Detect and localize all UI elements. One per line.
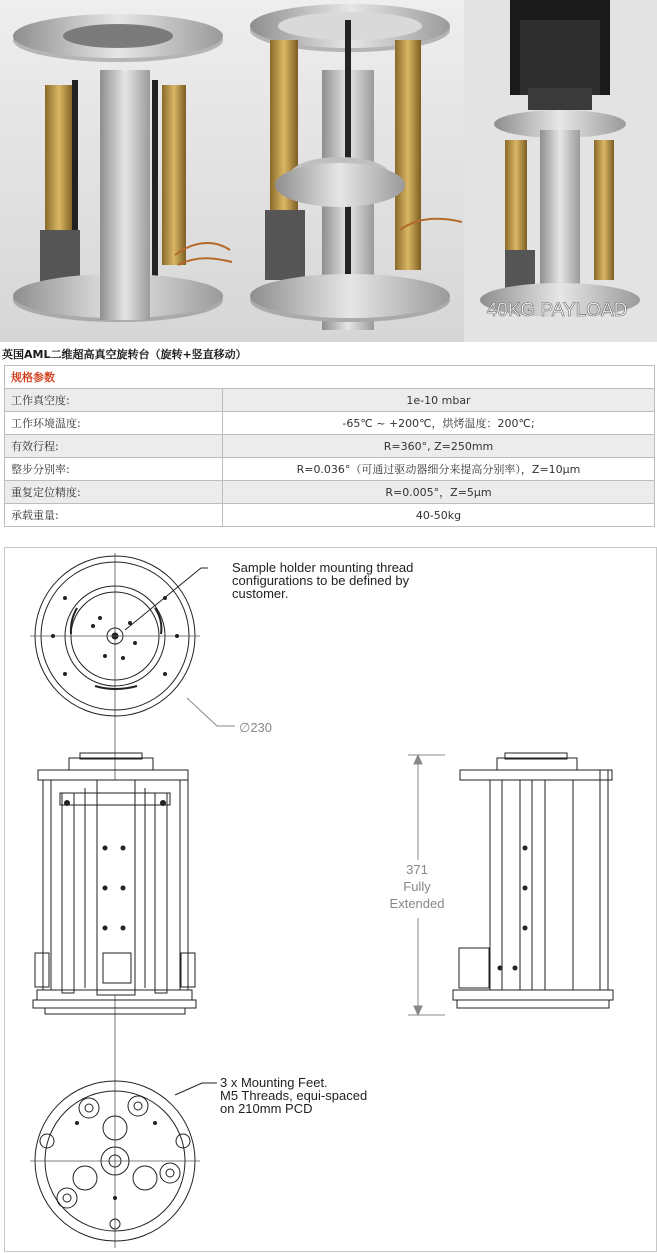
table-row (5, 412, 655, 435)
spec-label: 重复定位精度: (5, 481, 223, 504)
spec-value: R=0.036°（可通过驱动器细分来提高分别率），Z=10μm (223, 458, 655, 481)
spec-value: -65℃ ~ +200℃，烘烤温度：200℃; (223, 412, 655, 435)
spec-value: 40-50kg (223, 504, 655, 527)
product-photos (0, 0, 657, 342)
note-sample-holder-line1: Sample holder mounting thread (232, 560, 414, 575)
payload-caption: 40KG PAYLOAD (486, 300, 628, 321)
spec-label: 工作真空度: (5, 389, 223, 412)
table-row (5, 504, 655, 527)
spec-label: 整步分别率: (5, 458, 223, 481)
dim-height-label-2: Extended (389, 896, 445, 911)
spec-label: 有效行程: (5, 435, 223, 458)
dim-height-label-1: Fully (403, 879, 431, 894)
table-row (5, 458, 655, 481)
note-mounting-feet-line3: on 210mm PCD (220, 1101, 313, 1116)
dim-diameter: ∅230 (239, 720, 273, 735)
table-row (5, 389, 655, 412)
spec-label: 工作环境温度: (5, 412, 223, 435)
photo-stage-1 (0, 0, 236, 342)
front-view (33, 753, 196, 1014)
photo-stage-payload (464, 0, 657, 342)
spec-header: 规格参数 (5, 366, 655, 389)
spec-value: R=360°, Z=250mm (223, 435, 655, 458)
product-title: 英国AML二维超高真空旋转台（旋转+竖直移动） (2, 348, 247, 361)
note-mounting-feet-line1: 3 x Mounting Feet. (220, 1075, 328, 1090)
spec-table (4, 365, 655, 527)
note-sample-holder-line2: configurations to be defined by (232, 573, 410, 588)
spec-value: R=0.005°，Z=5μm (223, 481, 655, 504)
note-mounting-feet-line2: M5 Threads, equi-spaced (220, 1088, 368, 1103)
spec-value: 1e-10 mbar (223, 389, 655, 412)
spec-header-row (5, 366, 655, 389)
table-row (5, 435, 655, 458)
photo-stage-2 (236, 0, 464, 342)
table-row (5, 481, 655, 504)
side-view (453, 753, 613, 1008)
technical-drawing (4, 547, 657, 1252)
dim-height-value: 371 (406, 862, 428, 877)
spec-label: 承载重量: (5, 504, 223, 527)
note-sample-holder-line3: customer. (232, 586, 289, 601)
